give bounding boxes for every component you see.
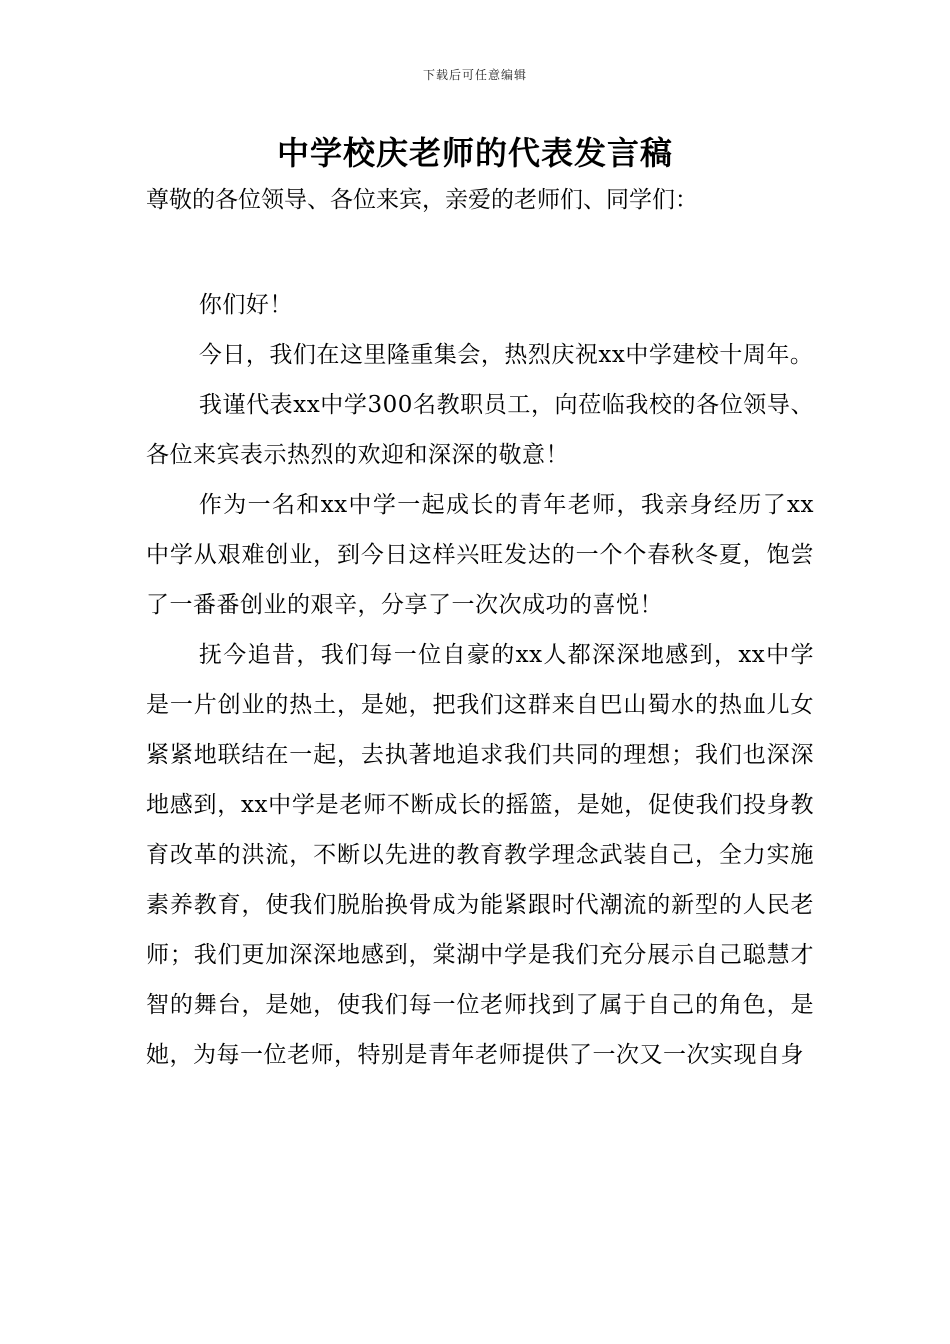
paragraph: 抚今追昔，我们每一位自豪的xx人都深深地感到，xx中学是一片创业的热土，是她，把我们这群来自巴山蜀水的热血儿女紧紧地联结在一起，去执著地追求我们共同的理想；我们也深深地感到，xx中学是老师不断成长的摇篮，是她，促使我们投身教育改革的洪流，不断以先进的教育教学理念武装自己，全力实施素养教育，使我们脱胎换骨成为能紧跟时代潮流的新型的人民老师；我们更加深深地感到，棠湖中学是我们充分展示自己聪慧才智的舞台，是她，使我们每一位老师找到了属于自己的角色，是她，为每一位老师，特别是青年老师提供了一次又一次实现自身	[146, 642, 814, 1068]
salutation: 尊敬的各位领导、各位来宾，亲爱的老师们、同学们：	[146, 187, 698, 213]
paragraph: 我谨代表xx中学300名教职员工，向莅临我校的各位领导、各位来宾表示热烈的欢迎和深深的敬意！	[146, 392, 814, 468]
paragraph: 作为一名和xx中学一起成长的青年老师，我亲身经历了xx中学从艰难创业，到今日这样兴旺发达的一个个春秋冬夏，饱尝了一番番创业的艰辛，分享了一次次成功的喜悦！	[146, 492, 814, 618]
header-note: 下载后可任意编辑	[422, 68, 527, 82]
document-body	[146, 280, 814, 1080]
paragraph: 今日，我们在这里隆重集会，热烈庆祝xx中学建校十周年。	[198, 342, 814, 368]
paragraph-greeting: 你们好！	[198, 292, 293, 318]
document-title: 中学校庆老师的代表发言稿	[276, 134, 673, 172]
